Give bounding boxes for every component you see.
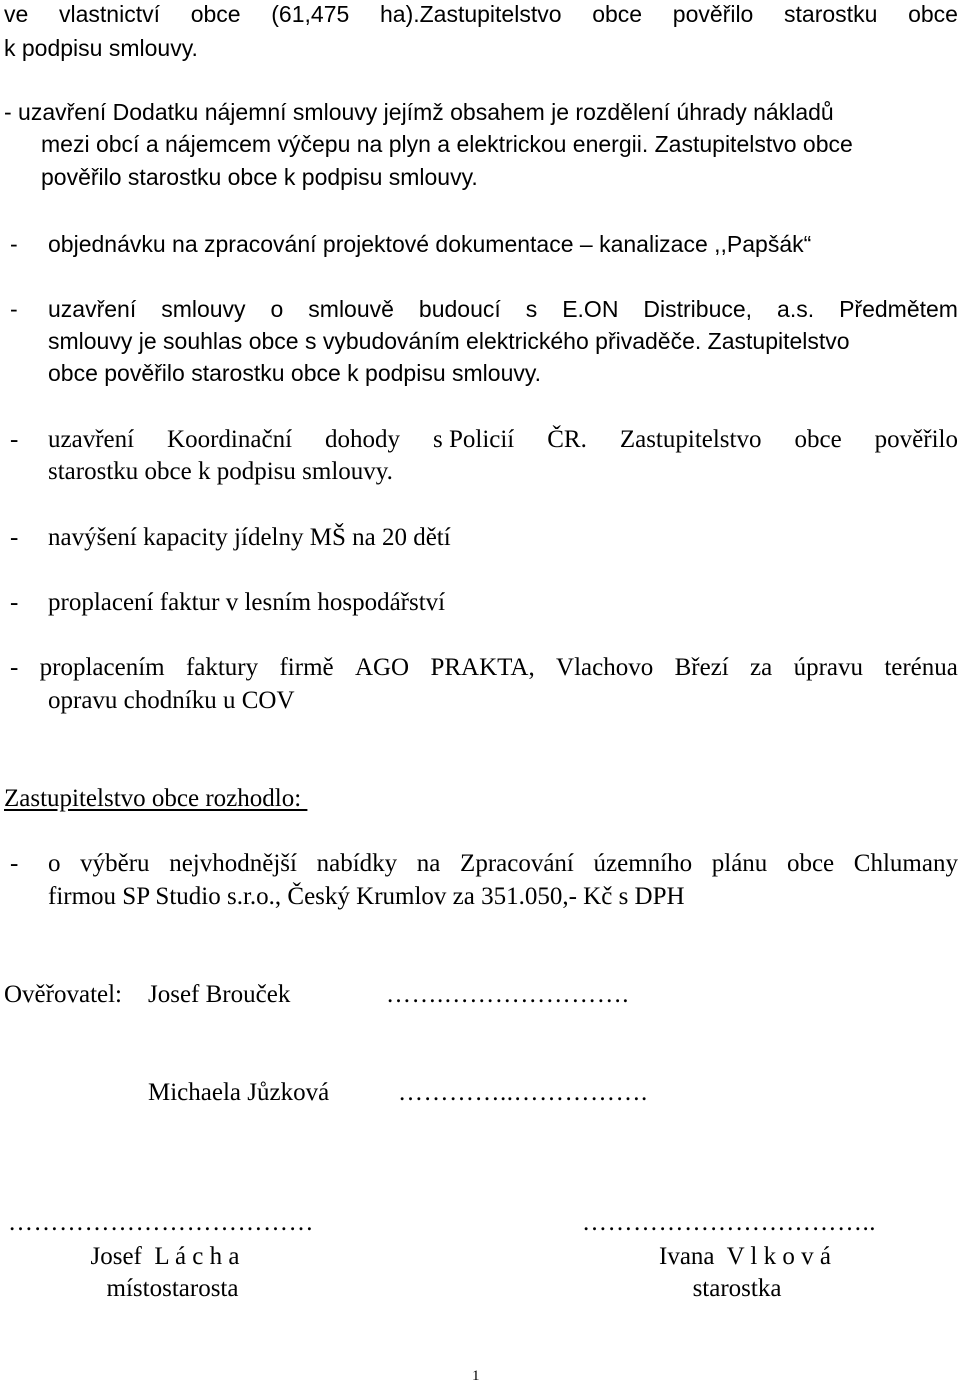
paragraph-1-line-1	[4, 3, 958, 26]
paragraph-8-line-2: opravu chodníku u COV	[48, 687, 295, 714]
word: smlouvě	[308, 296, 394, 322]
word: obce	[786, 850, 835, 877]
paragraph-7-text: proplacení faktur v lesním hospodářství	[48, 589, 446, 616]
word: o	[270, 296, 284, 322]
page-number: 1	[472, 1368, 480, 1384]
word: Zastupitelstvo	[619, 426, 762, 453]
word: starostku	[784, 1, 878, 27]
word: a.s.	[777, 296, 815, 322]
word: terénua	[884, 654, 958, 681]
paragraph-3-text: objednávku na zpracování projektové dokumentace – kanalizace ,,Papšák“	[48, 231, 812, 257]
word: Březí	[674, 654, 729, 681]
paragraph-6-text: navýšení kapacity jídelny MŠ na 20 dětí	[48, 524, 451, 551]
word: ČR.	[547, 426, 587, 453]
paragraph-4-line-1	[48, 298, 958, 321]
word: AGO	[354, 654, 410, 681]
signature-line-right: ……………………………..	[582, 1209, 876, 1236]
word: Distribuce,	[643, 296, 753, 322]
word: pověřilo	[672, 1, 754, 27]
word: výběru	[80, 850, 150, 877]
signatory-right-role: starostka	[692, 1275, 782, 1302]
word: dohody	[325, 426, 400, 453]
paragraph-4-line-2: smlouvy je souhlas obce s vybudováním elektrického přivaděče. Zastupitelstvo	[48, 328, 850, 354]
word: za	[750, 654, 773, 681]
decision-line-2: firmou SP Studio s.r.o., Český Krumlov za 351.050,- Kč s DPH	[48, 883, 685, 910]
word: Vlachovo	[556, 654, 654, 681]
decision-heading: Zastupitelstvo obce rozhodlo:	[4, 785, 308, 812]
paragraph-2-line-1: - uzavření Dodatku nájemní smlouvy jejímž obsahem je rozdělení úhrady nákladů	[4, 99, 834, 125]
paragraph-3-dash: -	[10, 231, 18, 257]
word: o	[48, 850, 61, 877]
paragraph-8-line-1	[10, 655, 958, 680]
word: firmě	[279, 654, 334, 681]
paragraph-7-dash: -	[10, 589, 19, 616]
word: obce	[592, 1, 643, 27]
word: obce	[908, 1, 958, 27]
word: pověřilo	[874, 426, 958, 453]
word: E.ON	[562, 296, 619, 322]
verifier-name-1: Josef Brouček	[148, 981, 291, 1008]
signatory-right-name: Ivana V l k o v á	[659, 1243, 831, 1270]
word: proplacením	[39, 654, 165, 681]
word: vlastnictví	[59, 1, 160, 27]
word: ve	[4, 1, 29, 27]
verifier-name-2: Michaela Jůzková	[148, 1079, 330, 1106]
word: úpravu	[793, 654, 863, 681]
word: nejvhodnější	[169, 850, 297, 877]
word: územního	[593, 850, 693, 877]
word: Chlumany	[853, 850, 958, 877]
word: ha).Zastupitelstvo	[379, 1, 562, 27]
verifier-label: Ověřovatel:	[4, 981, 123, 1008]
word: uzavření	[48, 296, 137, 322]
decision-dash: -	[10, 850, 19, 877]
paragraph-4-line-3: obce pověřilo starostku obce k podpisu smlouvy.	[48, 360, 542, 386]
word: Předmětem	[839, 296, 958, 322]
word: PRAKTA,	[430, 654, 535, 681]
paragraph-2-line-3: pověřilo starostku obce k podpisu smlouvy.	[41, 164, 478, 190]
word: -	[10, 654, 19, 681]
word: obce	[794, 426, 842, 453]
word: obce	[190, 1, 241, 27]
signatory-left-role: místostarosta	[106, 1275, 239, 1302]
word: uzavření	[48, 426, 135, 453]
word: budoucí	[418, 296, 501, 322]
word: Koordinační	[167, 426, 293, 453]
word: plánu	[711, 850, 768, 877]
paragraph-5-line-1	[48, 427, 958, 452]
paragraph-5-dash: -	[10, 426, 19, 453]
word: na	[416, 850, 441, 877]
signatory-left-name: Josef L á c h a	[90, 1243, 240, 1270]
word: (61,475	[271, 1, 350, 27]
word: Zpracování	[460, 850, 574, 877]
word: faktury	[185, 654, 259, 681]
verifier-signature-line-2: …………..…………….	[398, 1079, 648, 1106]
word: s	[525, 296, 538, 322]
word: smlouvy	[161, 296, 246, 322]
word: s Policií	[432, 426, 515, 453]
paragraph-6-dash: -	[10, 524, 19, 551]
paragraph-4-dash: -	[10, 296, 18, 322]
word: nabídky	[316, 850, 398, 877]
decision-line-1	[48, 851, 958, 876]
paragraph-5-line-2: starostku obce k podpisu smlouvy.	[48, 458, 393, 485]
signature-line-left: ………………………………	[8, 1209, 314, 1236]
paragraph-2-line-2: mezi obcí a nájemcem výčepu na plyn a elektrickou energii. Zastupitelstvo obce	[41, 131, 853, 157]
verifier-signature-line-1: …….………………….	[386, 981, 629, 1008]
paragraph-1-line-2: k podpisu smlouvy.	[4, 35, 198, 61]
